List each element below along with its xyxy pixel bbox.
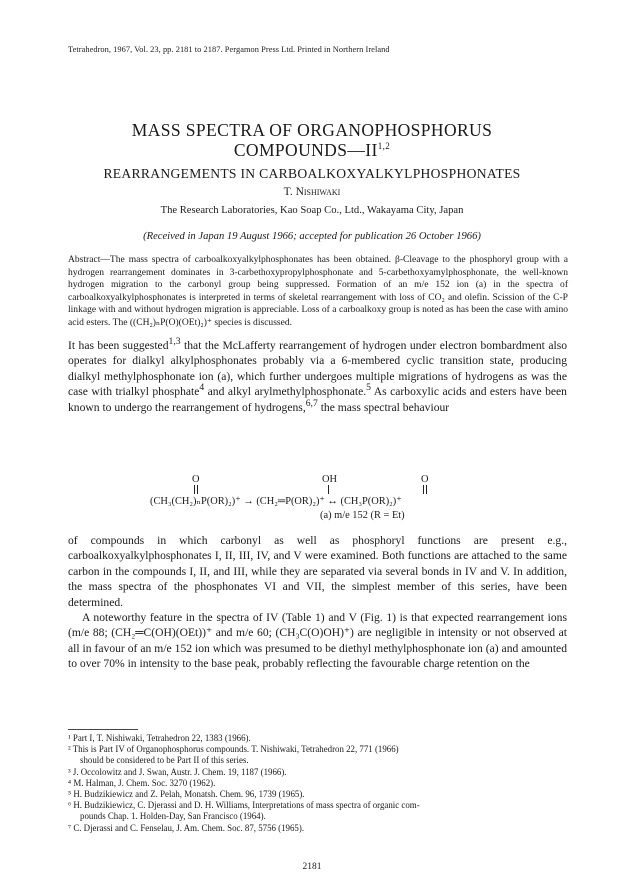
scheme-oxygen-2: O	[421, 474, 429, 485]
page-number: 2181	[302, 862, 322, 872]
footnotes	[68, 733, 568, 834]
para1-c: and alkyl arylmethylphosphonate.	[204, 385, 367, 399]
para3-text: A noteworthy feature in the spectra of IV (Table 1) and V (Fig. 1) is that expected rearrangement ions (m/e 88; (CH₂═C(OH)(OEt))⁺ and m/e 60; (CH₃C(O)OH)⁺) are negligible in intensity or not observed at all in favour of an m/e 152 ion which was presumed to be diethyl methylphosphonate ion (a) and amounted to over 70% in intensity to the base peak, probably reflecting the favourable charge retention on the	[68, 611, 567, 671]
para1-a: It has been suggested	[68, 339, 169, 352]
footnote-6-cont: pounds Chap. 1. Holden-Day, San Francisco (1964).	[80, 811, 266, 822]
footnote-6: ⁶ H. Budzikiewicz, C. Djerassi and D. H. Williams, Interpretations of mass spectra of organic com-	[68, 800, 420, 811]
footnote-3: ³ J. Occolowitz and J. Swan, Austr. J. Chem. 19, 1187 (1966).	[68, 766, 287, 777]
scheme-arrow-2: ↔	[327, 496, 338, 507]
ref-sup-2: 4	[199, 382, 205, 394]
para1-b: that the McLafferty rearrangement of hydrogen under electron bombardment also operates for dialkyl alkylphosphonates probably via a 6-membered cyclic transition state, producing dialkyl methylphosphonate ion (a), which further undergoes multiple migrations of hydrogens as was the case with trialkyl phosphate	[68, 339, 567, 399]
para1-d: As carboxylic acids and esters have been known to undergo the rearrangement of hydrogens,	[68, 385, 567, 414]
affiliation: The Research Laboratories, Kao Soap Co., Ltd., Wakayama City, Japan	[160, 205, 464, 216]
scheme-reactant: (CH₃(CH₂)ₙP(OR)₂)⁺	[150, 496, 241, 507]
footnote-2: ² This is Part IV of Organophosphorus compounds. T. Nishiwaki, Tetrahedron 22, 771 (1966)	[68, 744, 399, 755]
abstract-label: Abstract	[68, 254, 101, 265]
scheme-single-bond	[328, 485, 329, 494]
title-superscript: 1,2	[377, 141, 391, 152]
abstract-text: —The mass spectra of carboalkoxyalkylphosphonates has been obtained. β-Cleavage to the phosphoryl group with a hydrogen rearrangement dominates in 3-carbethoxypropylphosphonate and 5-carbethoxyamylphosphonate, the well-known hydrogen migration to the carbonyl group being suppressed. Formation of an m/e 152 ion (a) in the spectra of carboalkoxyalkylphosphonates is interpreted in terms of skeletal rearrangement with loss of CO₂ and olefin. Scission of the C-P linkage with and without hydrogen migration is appreciable. Loss of a carboalkoxy group is noted as has been the case with amino acid esters. The ((CH₂)ₙP(O)(OEt)₂)⁺ species is discussed.	[68, 254, 568, 328]
scheme-product-2: (CH₃P(OR)₂)⁺	[340, 496, 402, 507]
scheme-double-bond-2	[423, 485, 427, 494]
paper-title-line1: MASS SPECTRA OF ORGANOPHOSPHORUS	[131, 120, 493, 140]
author-name: T. Nishiwaki	[283, 186, 341, 198]
scheme-double-bond-1	[194, 485, 198, 494]
scheme-equation	[150, 495, 402, 507]
ref-sup-3: 5	[366, 382, 371, 394]
scheme-arrow-1: →	[243, 496, 254, 507]
journal-header: Tetrahedron, 1967, Vol. 23, pp. 2181 to 2187. Pergamon Press Ltd. Printed in Northern Ireland	[68, 45, 390, 54]
footnote-4: ⁴ M. Halman, J. Chem. Soc. 3270 (1962).	[68, 777, 216, 788]
scheme-label: (a) m/e 152 (R = Et)	[320, 510, 405, 521]
footnote-2-cont: should be considered to be Part II of this series.	[80, 755, 249, 766]
footnote-5: ⁵ H. Budzikiewicz and Z. Pelah, Monatsh. Chem. 96, 1739 (1965).	[68, 789, 305, 800]
paper-title-line2-text: COMPOUNDS—II	[233, 140, 378, 160]
footnote-rule	[68, 729, 138, 730]
ref-sup-1: 1,3	[168, 336, 181, 348]
para2-text: of compounds in which carbonyl as well as phosphoryl functions are present e.g., carboalkoxyalkylphosphonates I, II, III, IV, and V were examined. Both functions are attached to the same carbon in the compounds I, II, and III, while they are separated via several bonds in IV and V. In addition, the mass spectra of the phosphonates VI and VII, the simplest member of this series, have been determined.	[68, 534, 567, 609]
footnote-1: ¹ Part I, T. Nishiwaki, Tetrahedron 22, 1383 (1966).	[68, 733, 251, 743]
scheme-hydroxyl: OH	[322, 474, 338, 485]
ref-sup-4: 6,7	[305, 397, 318, 409]
paper-title-line2	[0, 140, 624, 161]
paper-subtitle: REARRANGEMENTS IN CARBOALKOXYALKYLPHOSPHONATES	[103, 166, 521, 181]
reaction-scheme	[150, 474, 530, 526]
scheme-oxygen-1: O	[192, 474, 200, 485]
footnote-7: ⁷ C. Djerassi and C. Fenselau, J. Am. Chem. Soc. 87, 5756 (1965).	[68, 822, 305, 833]
body-paragraph-2	[68, 533, 567, 672]
abstract	[68, 254, 568, 330]
scheme-product-1: (CH₂═P(OR)₂)⁺	[256, 496, 325, 507]
body-paragraph-1	[68, 338, 567, 415]
para1-e: the mass spectral behaviour	[317, 400, 450, 414]
received-dates: (Received in Japan 19 August 1966; accepted for publication 26 October 1966)	[143, 231, 481, 242]
